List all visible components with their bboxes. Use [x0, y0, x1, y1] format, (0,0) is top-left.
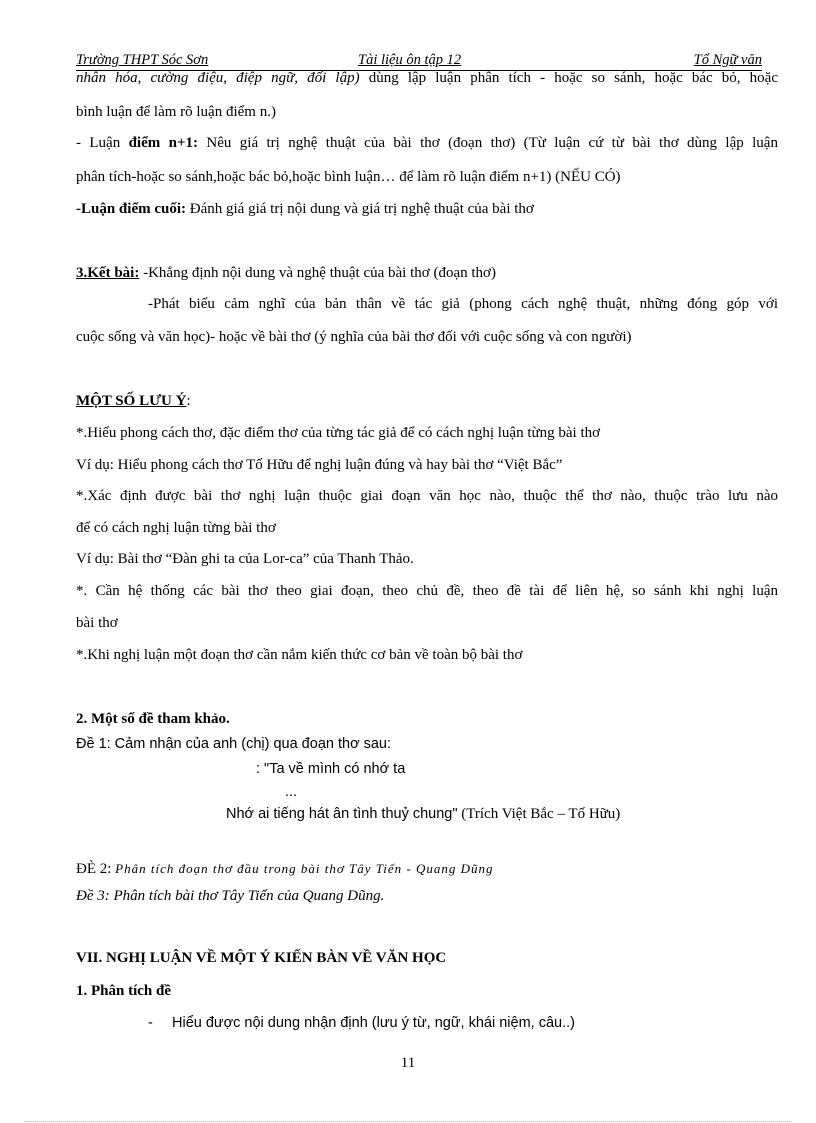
header-department: Tổ Ngữ văn: [693, 52, 762, 68]
text-line: *.Hiểu phong cách thơ, đặc điểm thơ của từng tác giả để có cách nghị luận từng bài thơ: [76, 425, 601, 441]
text-line: bài thơ: [76, 615, 118, 631]
text-line: để có cách nghị luận từng bài thơ: [76, 520, 276, 536]
notes-heading: MỘT SỐ LƯU Ý:: [76, 393, 191, 409]
text-line: Ví dụ: Bài thơ “Đàn ghi ta của Lor-ca” của Thanh Thảo.: [76, 551, 414, 567]
poem-ellipsis: ...: [285, 784, 298, 800]
text-line: phân tích-hoặc so sánh,hoặc bác bỏ,hoặc bình luận… để làm rõ luận điểm n+1) (NẾU CÓ): [76, 169, 621, 185]
bullet-dash: -: [148, 1015, 153, 1031]
text-line: bình luận để làm rõ luận điểm n.): [76, 104, 276, 120]
text-line: -Luận điểm cuối: Đánh giá giá trị nội dung và giá trị nghệ thuật của bài thơ: [76, 201, 534, 217]
header-title: Tài liệu ôn tập 12: [358, 52, 462, 68]
text-line: *. Cần hệ thống các bài thơ theo giai đoạn, theo chủ đề, theo đề tài để liên hệ, so sánh khi nghị luận: [76, 583, 778, 599]
text-line: - Luận điểm n+1: Nêu giá trị nghệ thuật của bài thơ (đoạn thơ) (Từ luận cứ từ bài thơ dùng lập luận: [76, 135, 778, 151]
section-heading: 2. Một số đề tham khảo.: [76, 711, 230, 727]
text-line: -Phát biểu cảm nghĩ của bản thân về tác giả (phong cách nghệ thuật, những đóng góp với: [148, 296, 778, 312]
page-footer-rule: [24, 1121, 792, 1122]
subsection-heading: 1. Phân tích đề: [76, 983, 172, 999]
conclusion-heading: 3.Kết bài: -Khẳng định nội dung và nghệ thuật của bài thơ (đoạn thơ): [76, 265, 496, 281]
text-line: *.Khi nghị luận một đoạn thơ cần nắm kiến thức cơ bản về toàn bộ bài thơ: [76, 647, 523, 663]
page-header: [76, 52, 762, 71]
text-line: nhân hóa, cường điệu, điệp ngữ, đối lập) dùng lập luận phân tích - hoặc so sánh, hoặc bác bỏ, hoặc: [76, 70, 778, 86]
text-line: cuộc sống và văn học)- hoặc về bài thơ (ý nghĩa của bài thơ đối với cuộc sống và con người): [76, 329, 632, 345]
header-school: Trường THPT Sóc Sơn: [76, 52, 209, 68]
poem-line: : "Ta về mình có nhớ ta: [256, 761, 406, 777]
prompt-2: ĐÈ 2: Phân tích đoạn thơ đầu trong bài thơ Tây Tiến - Quang Dũng: [76, 861, 494, 877]
text-line: *.Xác định được bài thơ nghị luận thuộc giai đoạn văn học nào, thuộc thể thơ nào, thuộc trào lưu nào: [76, 488, 778, 504]
text-line: Ví dụ: Hiểu phong cách thơ Tố Hữu để nghị luận đúng và hay bài thơ “Việt Bắc”: [76, 457, 563, 473]
prompt-3: Đề 3: Phân tích bài thơ Tây Tiến của Quang Dũng.: [76, 888, 385, 904]
poem-line: Nhớ ai tiếng hát ân tình thuỷ chung" (Trích Việt Bắc – Tố Hữu): [226, 806, 621, 822]
chapter-heading: VII. NGHỊ LUẬN VỀ MỘT Ý KIẾN BÀN VỀ VĂN HỌC: [76, 950, 447, 966]
prompt-1: Đề 1: Cảm nhận của anh (chị) qua đoạn thơ sau:: [76, 736, 392, 752]
bullet-text: Hiểu được nội dung nhận định (lưu ý từ, ngữ, khái niệm, câu..): [172, 1015, 575, 1031]
page-number: 11: [400, 1055, 416, 1071]
